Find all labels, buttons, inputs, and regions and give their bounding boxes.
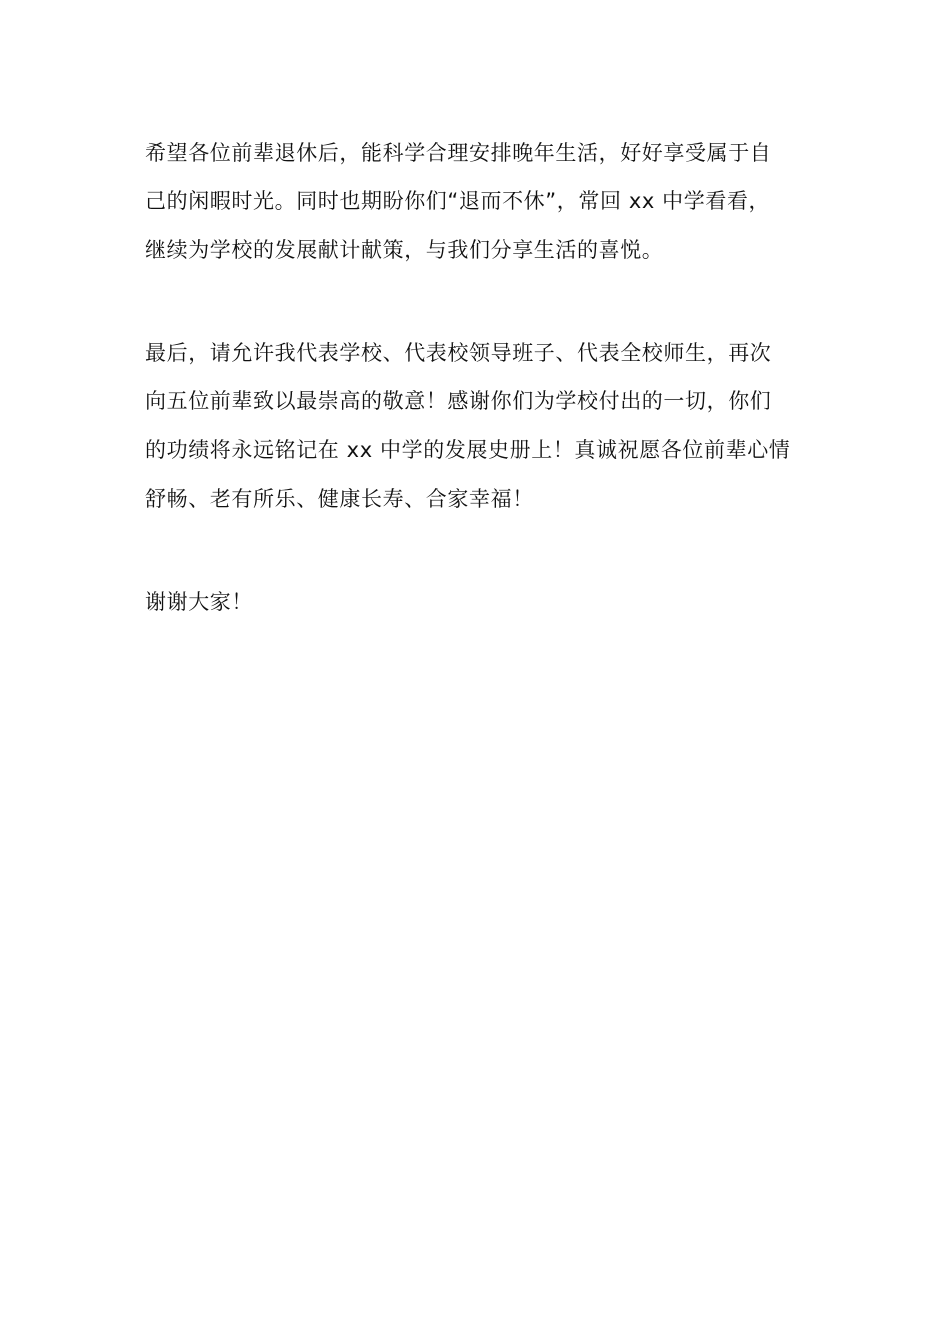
text-line: 继续为学校的发展献计献策，与我们分享生活的喜悦。 — [145, 238, 664, 262]
text-line: 最后，请允许我代表学校、代表校领导班子、代表全校师生，再次 — [145, 341, 772, 365]
text-line: 舒畅、老有所乐、健康长寿、合家幸福！ — [145, 487, 534, 511]
text-line: 希望各位前辈退休后，能科学合理安排晚年生活，好好享受属于自 — [145, 141, 772, 165]
text-line: 己的闲暇时光。同时也期盼你们“退而不休”，常回 xx 中学看看， — [145, 189, 771, 213]
text-line: 的功绩将永远铭记在 xx 中学的发展史册上！真诚祝愿各位前辈心情 — [145, 438, 791, 462]
text-line: 向五位前辈致以最崇高的敬意！感谢你们为学校付出的一切，你们 — [145, 389, 772, 413]
text-line: 谢谢大家！ — [145, 590, 253, 614]
